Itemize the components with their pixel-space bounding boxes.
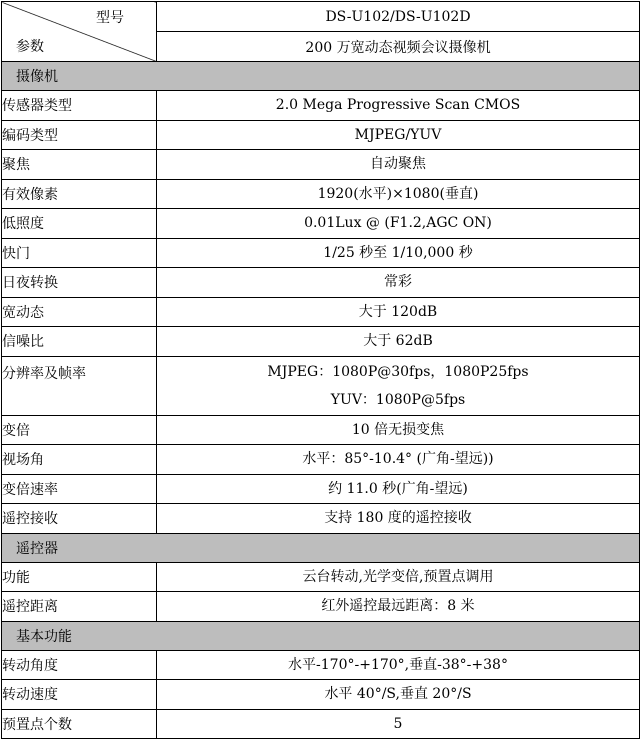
spec-row <box>2 650 640 680</box>
spec-row <box>2 268 640 298</box>
spec-label: 转动速度 <box>2 680 157 710</box>
spec-row <box>2 356 640 415</box>
spec-value-line: MJPEG/YUV <box>354 126 442 143</box>
spec-value-line: 2.0 Mega Progressive Scan CMOS <box>275 97 521 114</box>
spec-label: 传感器类型 <box>2 91 157 121</box>
spec-row <box>2 327 640 357</box>
spec-row <box>2 504 640 534</box>
spec-label: 预置点个数 <box>2 709 157 739</box>
model-value: DS-U102/DS-U102D <box>157 2 640 32</box>
spec-row <box>2 120 640 150</box>
spec-value <box>157 562 640 592</box>
spec-value-line: YUV：1080P@5fps <box>330 391 466 408</box>
spec-label: 转动角度 <box>2 650 157 680</box>
spec-label: 宽动态 <box>2 297 157 327</box>
spec-value-line: 水平 40°/S,垂直 20°/S <box>324 686 472 703</box>
spec-value <box>157 150 640 180</box>
spec-value <box>157 327 640 357</box>
spec-value-line: 约 11.0 秒(广角-望远) <box>328 480 468 497</box>
spec-value <box>157 179 640 209</box>
spec-label: 编码类型 <box>2 120 157 150</box>
spec-value-line: 10 倍无损变焦 <box>351 421 445 438</box>
spec-value-line: 常彩 <box>384 274 412 291</box>
spec-row <box>2 238 640 268</box>
spec-label: 功能 <box>2 562 157 592</box>
spec-value-line: 1/25 秒至 1/10,000 秒 <box>323 244 473 261</box>
spec-row <box>2 91 640 121</box>
spec-row <box>2 415 640 445</box>
spec-row <box>2 592 640 622</box>
spec-label: 有效像素 <box>2 179 157 209</box>
spec-value <box>157 504 640 534</box>
spec-label: 视场角 <box>2 445 157 475</box>
section-header-row <box>2 621 640 650</box>
product-name: 200 万宽动态视频会议摄像机 <box>157 32 640 62</box>
spec-label: 遥控距离 <box>2 592 157 622</box>
spec-row <box>2 680 640 710</box>
spec-value <box>157 238 640 268</box>
spec-value <box>157 709 640 739</box>
spec-value <box>157 474 640 504</box>
spec-value-line: 自动聚焦 <box>370 156 426 173</box>
spec-label: 快门 <box>2 238 157 268</box>
spec-value <box>157 650 640 680</box>
spec-row <box>2 709 640 739</box>
spec-value <box>157 592 640 622</box>
parameter-header-label: 参数 <box>16 39 44 55</box>
header-corner-cell <box>2 2 157 62</box>
spec-value-line: 0.01Lux @ (F1.2,AGC ON) <box>304 215 492 232</box>
spec-value <box>157 268 640 298</box>
spec-value-line: MJPEG：1080P@30fps，1080P25fps <box>267 363 529 380</box>
spec-value <box>157 91 640 121</box>
spec-value <box>157 120 640 150</box>
section-title: 遥控器 <box>2 533 640 562</box>
spec-label: 聚焦 <box>2 150 157 180</box>
spec-row <box>2 297 640 327</box>
spec-value-line: 水平：85°-10.4° (广角-望远)) <box>302 451 494 468</box>
spec-value <box>157 680 640 710</box>
spec-label: 变倍速率 <box>2 474 157 504</box>
section-header-row <box>2 62 640 91</box>
spec-value-line: 红外遥控最远距离：8 米 <box>321 598 475 615</box>
spec-value <box>157 356 640 415</box>
spec-row <box>2 445 640 475</box>
spec-table <box>1 1 640 739</box>
spec-label: 信噪比 <box>2 327 157 357</box>
spec-value-line: 大于 120dB <box>358 303 438 320</box>
spec-value <box>157 415 640 445</box>
section-title: 基本功能 <box>2 621 640 650</box>
spec-label: 低照度 <box>2 209 157 239</box>
spec-value <box>157 209 640 239</box>
spec-label: 分辨率及帧率 <box>2 356 157 415</box>
spec-value-line: 水平-170°-+170°,垂直-38°-+38° <box>288 656 508 673</box>
spec-row <box>2 562 640 592</box>
section-title: 摄像机 <box>2 62 640 91</box>
spec-table-body <box>2 2 640 739</box>
spec-row <box>2 474 640 504</box>
spec-value-line: 5 <box>393 715 403 732</box>
spec-value <box>157 297 640 327</box>
spec-row <box>2 179 640 209</box>
spec-row <box>2 209 640 239</box>
spec-label: 变倍 <box>2 415 157 445</box>
spec-value <box>157 445 640 475</box>
spec-label: 遥控接收 <box>2 504 157 534</box>
spec-value-line: 1920(水平)×1080(垂直) <box>317 185 479 202</box>
section-header-row <box>2 533 640 562</box>
spec-label: 日夜转换 <box>2 268 157 298</box>
model-header-label: 型号 <box>96 10 124 26</box>
spec-value-line: 云台转动,光学变倍,预置点调用 <box>302 568 494 585</box>
header-row-model <box>2 2 640 32</box>
spec-value-line: 大于 62dB <box>363 333 433 350</box>
spec-row <box>2 150 640 180</box>
spec-value-line: 支持 180 度的遥控接收 <box>324 510 472 527</box>
